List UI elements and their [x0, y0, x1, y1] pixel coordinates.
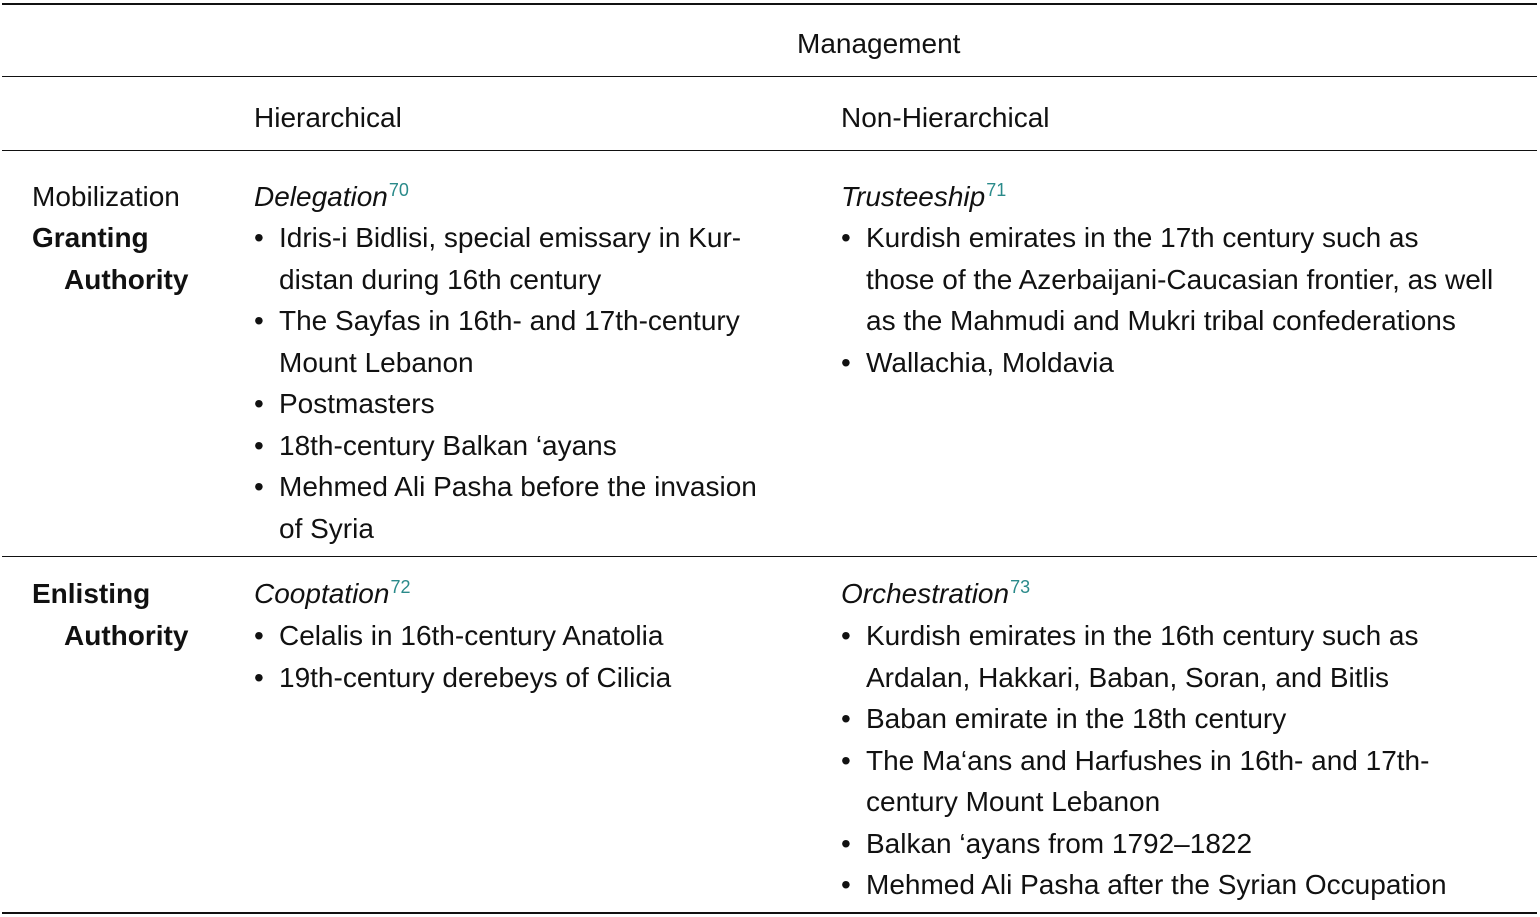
cell-title-trusteeship	[841, 176, 1006, 218]
list-item-text: Baban emirate in the 18th century	[866, 703, 1287, 734]
list-item-text: The Ma‘ans and Harfushes in 16th- and 17th-	[866, 744, 1430, 776]
orchestration-title: Orchestration	[841, 578, 1010, 609]
list-item	[841, 698, 1447, 740]
footnote-ref-70[interactable]: 70	[388, 179, 409, 200]
row-label-enlisting: Enlisting	[32, 578, 151, 609]
row-label-authority-2: Authority	[64, 620, 189, 651]
bullet-icon: •	[254, 388, 264, 419]
cooptation-list	[254, 615, 671, 698]
row-group-label-mobilization: Mobilization	[32, 181, 180, 212]
bullet-icon: •	[841, 703, 851, 734]
list-item-text: Balkan ‘ayans from 1792–1822	[866, 827, 1253, 859]
header-bottom-rule	[2, 150, 1537, 151]
bullet-icon: •	[841, 620, 851, 651]
footnote-ref-71[interactable]: 71	[986, 179, 1007, 200]
list-item-text: of Syria	[279, 512, 374, 544]
list-item	[254, 383, 757, 425]
list-item-text: Kurdish emirates in the 17th century such as	[866, 222, 1419, 253]
list-item-text: Mount Lebanon	[279, 346, 474, 378]
list-item-text: 18th-century Balkan ‘ayans	[279, 429, 617, 461]
bullet-icon: •	[841, 346, 851, 378]
list-item-text: The Sayfas in 16th- and 17th-century	[279, 305, 740, 336]
header-divider-rule	[2, 76, 1537, 77]
list-item-text: Wallachia, Moldavia	[866, 346, 1114, 378]
list-item-text: Kurdish emirates in the 16th century such as	[866, 620, 1419, 651]
list-item-text: as the Mahmudi and Mukri tribal confederations	[866, 305, 1456, 336]
bullet-icon: •	[254, 429, 264, 461]
list-item-text: Mehmed Ali Pasha before the invasion	[279, 471, 757, 502]
trusteeship-list	[841, 217, 1493, 383]
top-rule	[2, 3, 1537, 5]
column-header-hierarchical: Hierarchical	[254, 102, 402, 133]
cell-title-orchestration	[841, 573, 1030, 615]
cell-title-delegation	[254, 176, 409, 218]
delegation-title: Delegation	[254, 181, 388, 212]
bullet-icon: •	[254, 620, 264, 651]
bullet-icon: •	[841, 744, 851, 776]
list-item	[841, 342, 1493, 384]
bullet-icon: •	[254, 661, 264, 693]
column-header-non-hierarchical: Non-Hierarchical	[841, 102, 1050, 133]
bottom-rule	[2, 912, 1537, 914]
row-label-authority: Authority	[64, 264, 189, 295]
list-item	[254, 425, 757, 467]
cell-title-cooptation	[254, 573, 410, 615]
list-item	[254, 217, 757, 300]
list-item	[254, 300, 757, 383]
list-item	[254, 466, 757, 549]
row-divider-rule	[2, 556, 1537, 557]
list-item-text: Celalis in 16th-century Anatolia	[279, 620, 664, 651]
list-item	[841, 864, 1447, 906]
column-group-header-management: Management	[797, 28, 961, 59]
bullet-icon: •	[841, 222, 851, 253]
list-item-text: distan during 16th century	[279, 263, 602, 295]
list-item	[254, 615, 671, 657]
list-item-text: Mehmed Ali Pasha after the Syrian Occupation	[866, 869, 1447, 900]
delegation-list	[254, 217, 757, 549]
list-item-text: Idris-i Bidlisi, special emissary in Kur-	[279, 222, 742, 253]
list-item-text: 19th-century derebeys of Cilicia	[279, 661, 672, 693]
list-item-text: Ardalan, Hakkari, Baban, Soran, and Bitlis	[866, 661, 1389, 693]
list-item	[841, 217, 1493, 342]
list-item-text: century Mount Lebanon	[866, 786, 1161, 817]
bullet-icon: •	[254, 305, 264, 336]
list-item	[841, 740, 1447, 823]
row-label-granting: Granting	[32, 222, 149, 253]
list-item-text: Postmasters	[279, 388, 435, 419]
bullet-icon: •	[254, 471, 264, 502]
list-item	[841, 823, 1447, 865]
bullet-icon: •	[841, 827, 851, 859]
bullet-icon: •	[841, 869, 851, 900]
cooptation-title: Cooptation	[254, 578, 390, 609]
orchestration-list	[841, 615, 1447, 906]
bullet-icon: •	[254, 222, 264, 253]
footnote-ref-73[interactable]: 73	[1010, 576, 1031, 597]
list-item-text: those of the Azerbaijani-Caucasian frontier, as well	[866, 263, 1494, 295]
footnote-ref-72[interactable]: 72	[390, 576, 411, 597]
list-item	[841, 615, 1447, 698]
list-item	[254, 657, 671, 699]
trusteeship-title: Trusteeship	[841, 181, 986, 212]
